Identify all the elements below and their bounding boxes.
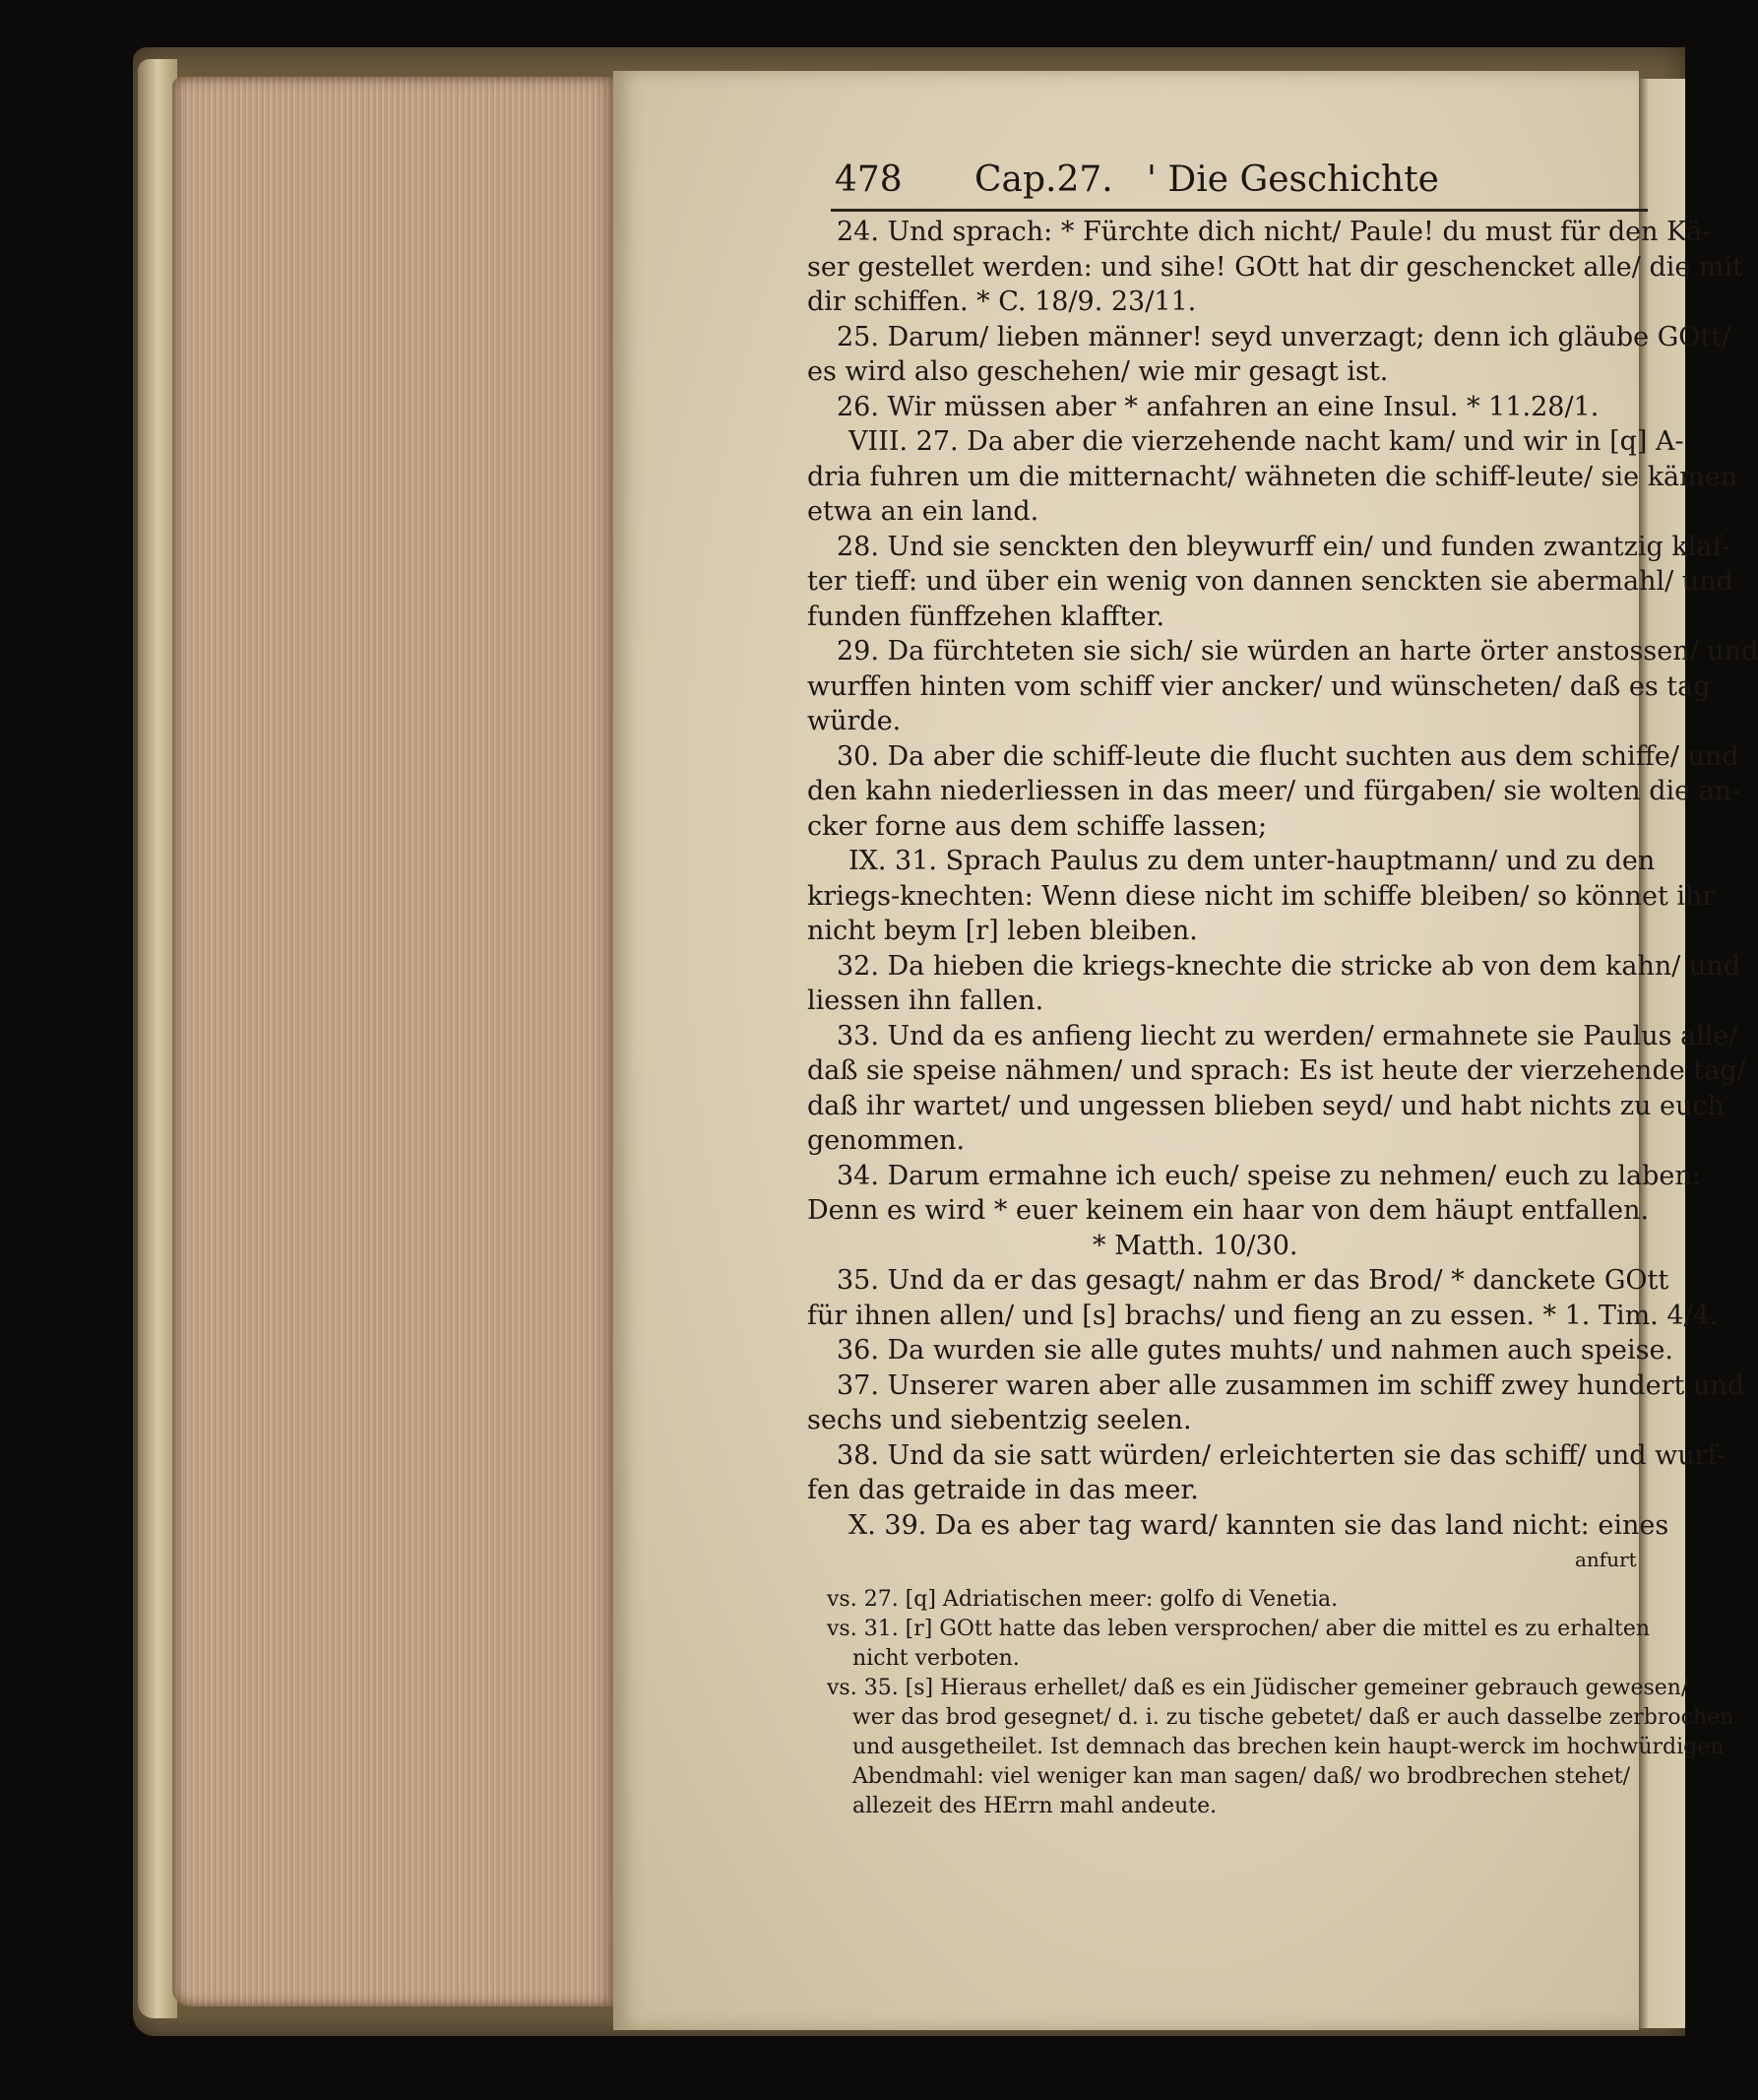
text-line [807, 1229, 1644, 1264]
line-text: 38. Und da sie satt würden/ erleichterten sie das schiff/ und wurf- [837, 1439, 1726, 1471]
text-line [807, 1019, 1738, 1054]
line-text: 37. Unserer waren aber alle zusammen im schiff zwey hundert und [837, 1369, 1745, 1401]
text-line [807, 424, 1684, 460]
line-text: 35. Und da er das gesagt/ nahm er das Brod/ * danckete GOtt [837, 1265, 1669, 1296]
footnote-line [807, 1762, 1644, 1792]
text-line [807, 669, 1711, 705]
text-line [807, 285, 1644, 320]
text-line [807, 739, 1739, 775]
text-line [807, 809, 1644, 845]
text-line [807, 774, 1741, 809]
text-line [807, 879, 1716, 915]
text-line [807, 320, 1731, 355]
text-line [807, 564, 1733, 600]
line-text: vs. 27. [q] Adriatischen meer: golfo di Venetia. [827, 1587, 1339, 1612]
line-text: Abendmahl: viel weniger kan man sagen/ daß/ wo brodbrechen stehet/ [852, 1764, 1631, 1789]
text-line [807, 1193, 1650, 1229]
line-text: 33. Und da es anfieng liecht zu werden/ ermahnete sie Paulus alle/ [837, 1020, 1738, 1051]
line-text: Denn es wird * euer keinem ein haar von dem häupt entfallen. [807, 1195, 1650, 1226]
line-text: * Matth. 10/30. [1093, 1230, 1298, 1261]
text-line [807, 704, 1644, 739]
text-line [807, 354, 1644, 390]
text-line [807, 914, 1644, 949]
line-text: cker forne aus dem schiffe lassen; [807, 810, 1268, 842]
footnote-line [807, 1733, 1725, 1762]
text-line [807, 844, 1656, 879]
line-text: 30. Da aber die schiff-leute die flucht suchten aus dem schiffe/ und [837, 740, 1739, 772]
book-title: ' Die Geschichte [1147, 159, 1439, 200]
line-text: nicht verboten. [852, 1646, 1020, 1671]
line-text: allezeit des HErrn mahl andeute. [852, 1794, 1218, 1818]
line-text: ser gestellet werden: und sihe! GOtt hat dir geschencket alle/ die mit [807, 251, 1744, 283]
line-text: 28. Und sie senckten den bleywurff ein/ und funden zwantzig klaf- [837, 531, 1730, 562]
line-text: anfurt [1575, 1548, 1637, 1571]
line-text: daß sie speise nähmen/ und sprach: Es ist heute der vierzehende tag/ [807, 1055, 1746, 1086]
line-text: genommen. [807, 1125, 966, 1156]
header-rule [831, 209, 1648, 212]
text-line [807, 460, 1738, 495]
line-text: kriegs-knechten: Wenn diese nicht im schiffe bleiben/ so könnet ihr [807, 880, 1716, 912]
footnote-line [807, 1792, 1644, 1821]
line-text: 32. Da hieben die kriegs-knechte die stricke ab von dem kahn/ und [837, 950, 1740, 982]
line-text: sechs und siebentzig seelen. [807, 1405, 1192, 1435]
line-text: VIII. 27. Da aber die vierzehende nacht kam/ und wir in [q] A- [848, 426, 1684, 457]
chapter-label: Cap.27. [974, 159, 1113, 200]
text-line [807, 390, 1644, 425]
line-text: vs. 31. [r] GOtt hatte das leben versprochen/ aber die mittel es zu erhalten [827, 1617, 1651, 1641]
page-text-block [807, 158, 1758, 1818]
text-line [807, 1123, 1644, 1159]
footnote-line [807, 1644, 1644, 1674]
line-text: würde. [807, 706, 902, 736]
line-text: für ihnen allen/ und [s] brachs/ und fieng an zu essen. * 1. Tim. 4/4. [807, 1300, 1719, 1331]
line-text: vs. 35. [s] Hieraus erhellet/ daß es ein Jüdischer gemeiner gebrauch gewesen/ [827, 1676, 1689, 1700]
line-text: 29. Da fürchteten sie sich/ sie würden an harte örter anstossen/ und [837, 636, 1758, 667]
line-text: und ausgetheilet. Ist demnach das brechen kein haupt-werck im hochwürdigen [852, 1735, 1725, 1759]
text-line [807, 1263, 1669, 1299]
text-line [807, 949, 1740, 985]
line-text: ter tieff: und über ein wenig von dannen senckten sie abermahl/ und [807, 566, 1733, 597]
line-text: IX. 31. Sprach Paulus zu dem unter-hauptmann/ und zu den [848, 846, 1656, 876]
page-number: 478 [835, 159, 903, 200]
footnote-line [807, 1585, 1644, 1615]
text-line [807, 634, 1758, 669]
line-text: dria fuhren um die mitternacht/ wähneten die schiff-leute/ sie kämen [807, 461, 1738, 492]
text-line [807, 1089, 1725, 1124]
text-line [807, 250, 1744, 286]
line-text: X. 39. Da es aber tag ward/ kannten sie das land nicht: eines [848, 1509, 1669, 1541]
line-text: wurffen hinten vom schiff vier ancker/ und wünscheten/ daß es tag [807, 670, 1711, 702]
line-text: 25. Darum/ lieben männer! seyd unverzagt; denn ich gläube GOtt/ [837, 321, 1731, 352]
text-line [807, 600, 1644, 635]
text-line [807, 1299, 1719, 1334]
line-text: es wird also geschehen/ wie mir gesagt ist. [807, 356, 1389, 387]
line-text: 24. Und sprach: * Fürchte dich nicht/ Paule! du must für den Kä- [837, 217, 1712, 247]
text-line [807, 1053, 1746, 1089]
footnote-line [807, 1703, 1734, 1733]
line-text: 36. Da wurden sie alle gutes muhts/ und nahmen auch speise. [837, 1335, 1673, 1366]
text-line [807, 530, 1730, 565]
line-text: funden fünffzehen klaffter. [807, 601, 1165, 632]
text-line [807, 984, 1644, 1019]
text-line [807, 215, 1712, 250]
line-text: 34. Darum ermahne ich euch/ speise zu nehmen/ euch zu laben: [837, 1160, 1701, 1191]
text-line [807, 1333, 1673, 1368]
line-text: daß ihr wartet/ und ungessen blieben seyd/ und habt nichts zu euch [807, 1090, 1725, 1121]
line-text: etwa an ein land. [807, 496, 1039, 527]
text-line [807, 1159, 1701, 1194]
text-line [807, 1543, 1644, 1578]
line-text: fen das getraide in das meer. [807, 1475, 1199, 1505]
book-spine-edge [138, 59, 177, 2018]
footnote-line [807, 1674, 1689, 1703]
text-line [807, 1508, 1669, 1544]
line-text: 26. Wir müssen aber * anfahren an eine Insul. * 11.28/1. [837, 391, 1600, 422]
line-text: nicht beym [r] leben bleiben. [807, 916, 1198, 946]
page-block-edges [172, 77, 615, 2006]
line-text: den kahn niederliessen in das meer/ und fürgaben/ sie wolten die an- [807, 776, 1741, 806]
running-header [807, 158, 1644, 203]
verse-text [807, 215, 1758, 1578]
line-text: liessen ihn fallen. [807, 986, 1044, 1016]
footnote-line [807, 1615, 1651, 1644]
line-text: dir schiffen. * C. 18/9. 23/11. [807, 286, 1197, 317]
text-line [807, 1403, 1644, 1438]
text-line [807, 494, 1644, 530]
text-line [807, 1368, 1745, 1404]
text-line [807, 1473, 1644, 1508]
text-line [807, 1438, 1726, 1474]
line-text: wer das brod gesegnet/ d. i. zu tische gebetet/ daß er auch dasselbe zerbrochen [852, 1705, 1734, 1730]
footnotes [807, 1585, 1734, 1821]
